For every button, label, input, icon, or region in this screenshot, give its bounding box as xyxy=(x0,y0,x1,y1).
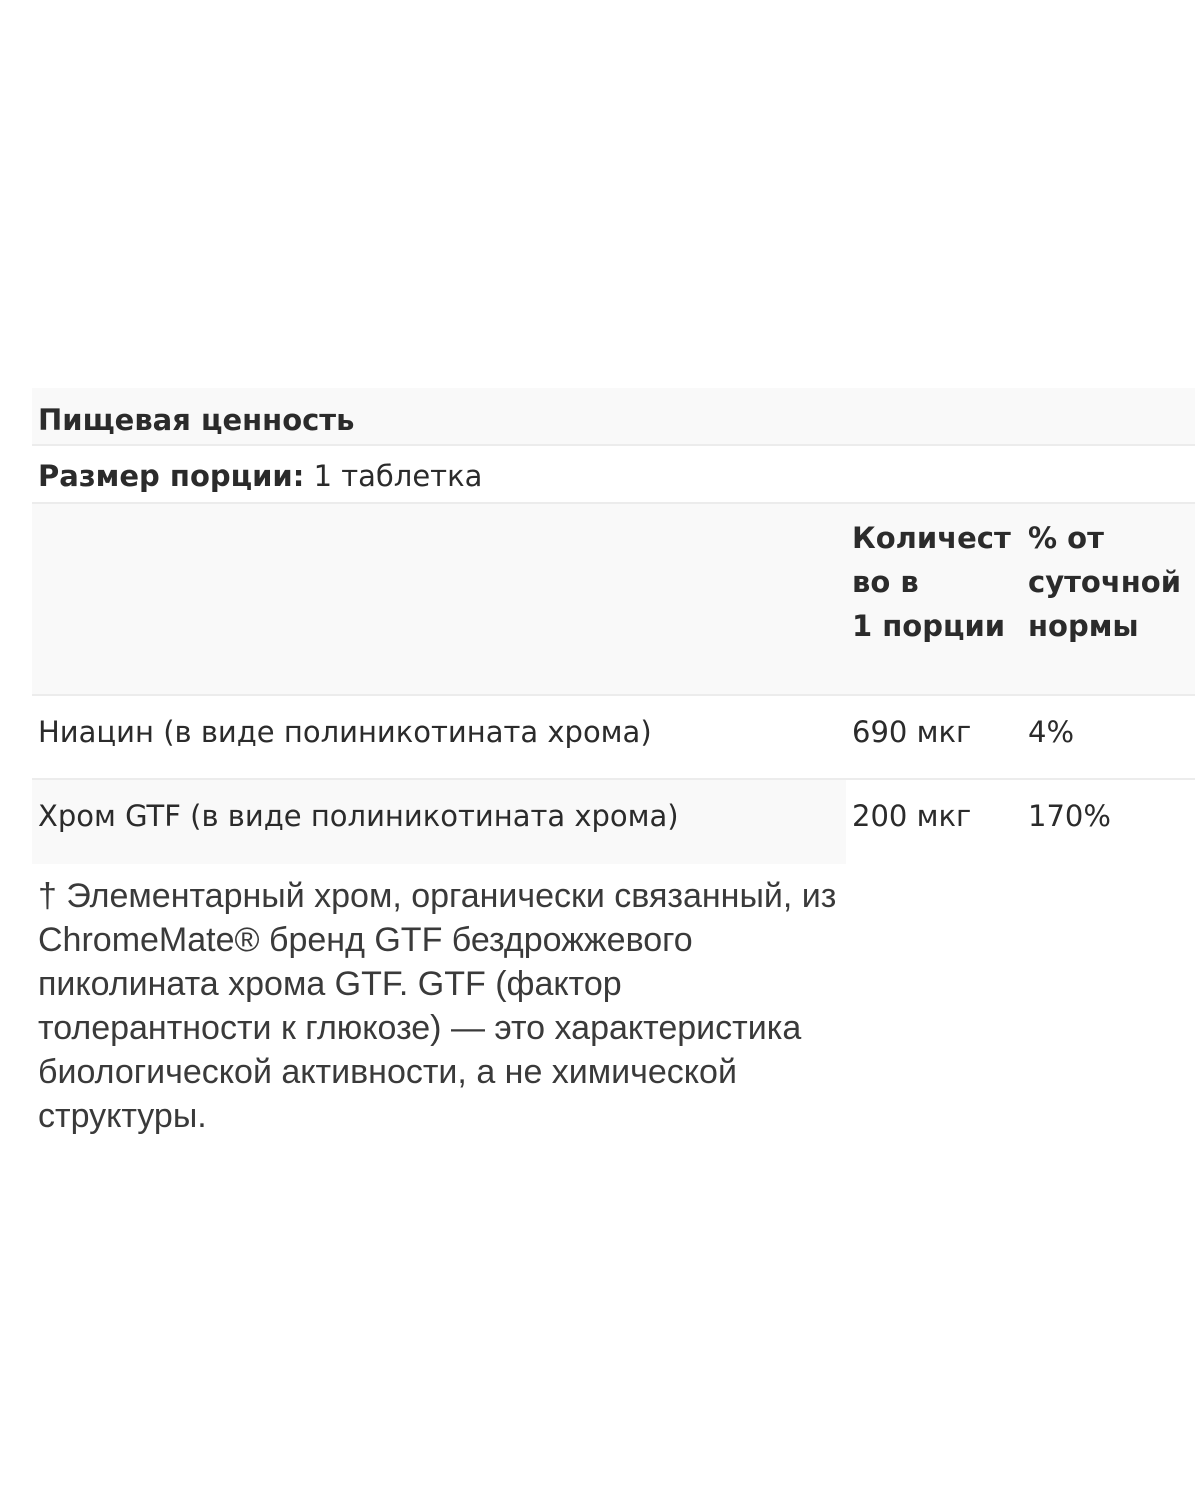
column-header-row xyxy=(32,504,1195,696)
facts-title-row xyxy=(32,388,1195,446)
nutrient-name: Ниацин (в виде полиникотината хрома) xyxy=(38,715,652,749)
nutrient-name: Хром GTF (в виде полиникотината хрома) xyxy=(38,799,679,833)
serving-size-value: 1 таблетка xyxy=(313,459,483,493)
amount-per-serving-header: Количест во в 1 порции xyxy=(852,521,1011,643)
facts-title: Пищевая ценность xyxy=(38,403,355,437)
serving-size-label: Размер порции: xyxy=(38,459,305,493)
footnote-text: † Элементарный хром, органически связанный, из ChromeMate® бренд GTF бездрожжевого пиколината хрома GTF. GTF (фактор толерантности к глюкозе) — это характеристика биологической активности, а не химической структуры. xyxy=(38,877,837,1135)
nutrient-amount: 690 мкг xyxy=(852,715,972,749)
daily-value-header: % от суточной нормы xyxy=(1028,521,1182,643)
nutrition-facts-table xyxy=(32,388,1195,864)
nutrient-row-chromium xyxy=(32,780,1111,864)
nutrient-amount: 200 мкг xyxy=(852,799,972,833)
serving-size xyxy=(38,458,482,494)
nutrient-daily-value: 4% xyxy=(1028,715,1075,749)
nutrient-daily-value: 170% xyxy=(1028,799,1111,833)
nutrient-row-niacin xyxy=(32,696,1195,780)
serving-size-row xyxy=(32,446,1195,504)
